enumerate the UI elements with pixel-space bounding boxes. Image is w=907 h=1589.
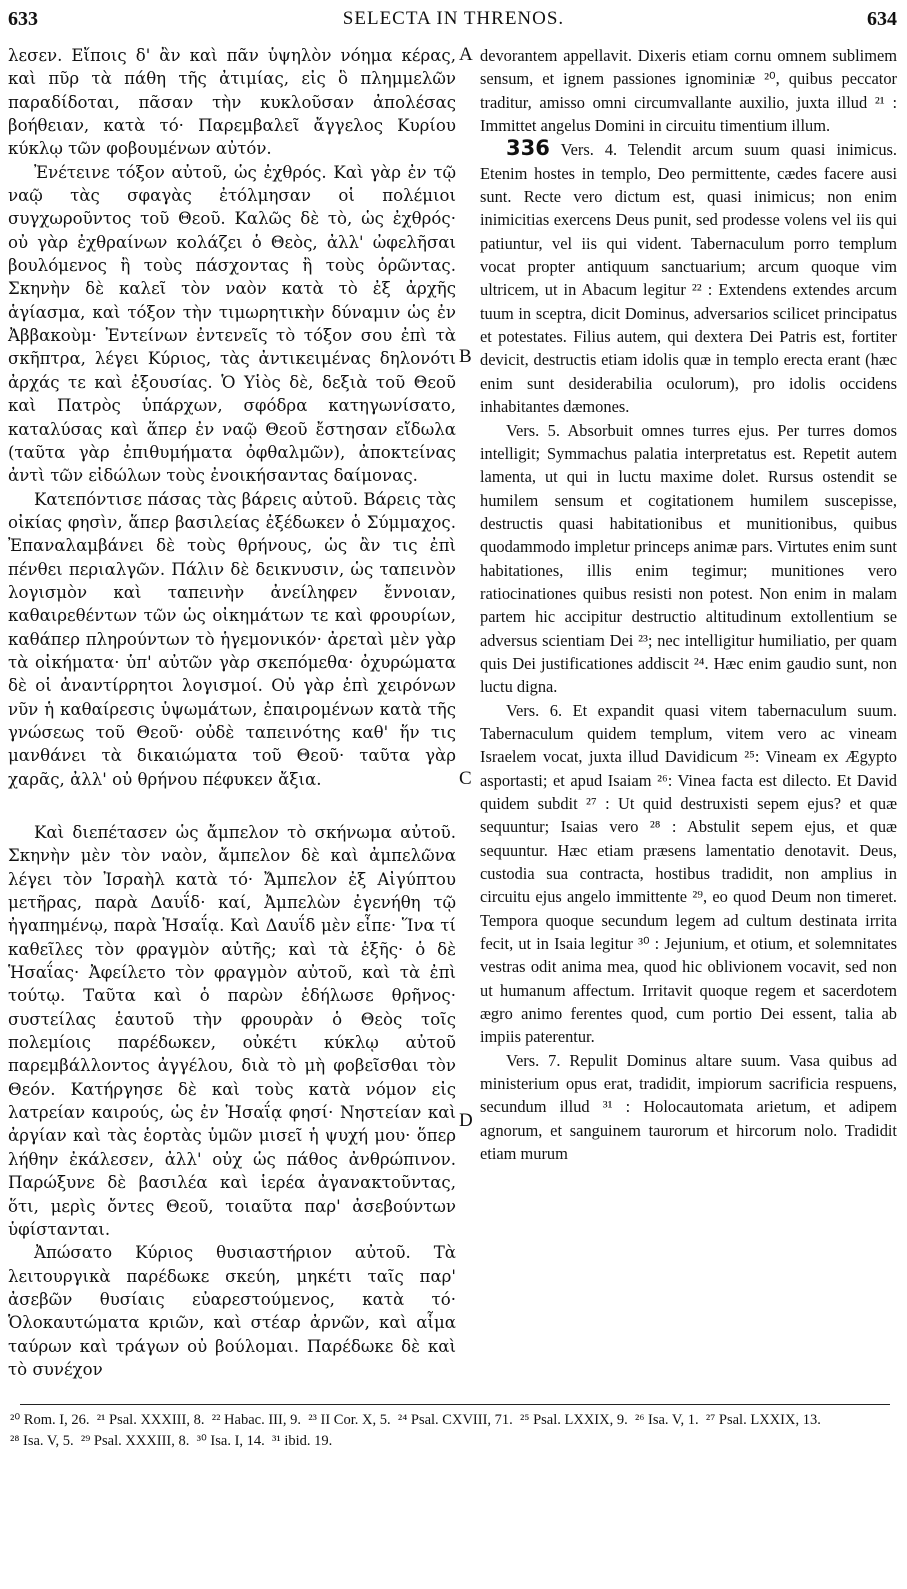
- greek-paragraph: Καὶ διεπέτασεν ὡς ἄμπελον τὸ σκήνωμα αὐτοῦ. Σκηνὴν μὲν τὸν ναὸν, ἄμπελον δὲ καὶ ἀμπελῶνα λέγει τὸν Ἰσραὴλ κατὰ τό· Ἄμπελον ἐξ Αἰγύπτου μετῆρας, παρὰ Δαυΐδ· καί, Ἀμπελὼν ἐγενήθη τῷ ἠγαπημένῳ, παρὰ Ἡσαΐᾳ. Καὶ Δαυΐδ μὲν εἶπε· Ἵνα τί καθεῖλες τὸν φραγμὸν αὐτῆς; καὶ τὰ ἑξῆς· ὁ δὲ Ἡσαΐας· Ἀφείλετο τὸν φραγμὸν αὐτοῦ, καὶ τὰ ἐπὶ τούτῳ. Ταῦτα καὶ ὁ παρὼν ἐδήλωσε θρῆνος· συστείλας ἑαυτοῦ τὴν φρουρὰν ὁ Θεὸς τοῖς πολεμίοις παρέδωκεν, οὐκέτι κύκλῳ αὐτοῦ παρεμβάλλοντος ἀγγέλου, διὰ τὸ μὴ φοβεῖσθαι τὸν Θεόν. Κατήργησε δὲ καὶ τοὺς κατὰ νόμον εἰς λατρείαν καιρούς, ὡς ἐν Ἡσαΐᾳ φησί· Νηστείαν καὶ ἀργίαν καὶ τὰς ἑορτὰς ὑμῶν μισεῖ ἡ ψυχή μου· ὅπερ λήθην ἐκάλεσεν, ἀλλ' οὐχ ὡς πάθος ἀνθρώπινον. Παρώξυνε δὲ βασιλέα καὶ ἱερέα ἀγανακτοῦντας, ὅτι, μερὶς ὄντες Θεοῦ, τοιαῦτα παρ' ἀσεβούντων ὑφίστανται.: [8, 823, 456, 1239]
- footnote: ²⁸ Isa. V, 5.: [10, 1433, 74, 1449]
- footnote: ²⁷ Psal. LXXIX, 13.: [705, 1412, 821, 1428]
- footnote: ²⁰ Rom. I, 26.: [10, 1412, 90, 1428]
- page-number-right: 634: [867, 8, 897, 30]
- greek-paragraph: Ἐνέτεινε τόξον αὐτοῦ, ὡς ἐχθρός. Καὶ γὰρ ἐν τῷ ναῷ τὰς σφαγὰς ἐτόλμησαν οἱ πολέμιοι συγχωροῦντος τοῦ Θεοῦ. Καλῶς δὲ τὸ, ὡς ἐχθρός· οὐ γὰρ ἐχθραίνων κολάζει ὁ Θεὸς, ἀλλ' ὠφελῆσαι βουλόμενος ἢ τοὺς πάσχοντας ἢ τοὺς ὁρῶντας. Σκηνὴν δὲ καλεῖ τὸν ναὸν κατὰ τὸ ἐξ ἀρχῆς ἁγίασμα, καὶ τόξον τὴν τιμωρητικὴν δύναμιν ὡς ἐν Ἀββακοὺμ· Ἐντείνων ἐντενεῖς τὸ τόξον σου ἐπὶ τὰ σκῆπτρα, λέγει Κύριος, τὰς ἀντικειμένας δηλονότι ἀρχάς τε καὶ ἐξουσίας. Ὁ Υἱὸς δὲ, δεξιὰ τοῦ Θεοῦ καὶ Πατρὸς ὑπάρχων, σφόδρα κατηγωνίσατο, καταλύσας καὶ ἅπερ ἐν ναῷ Θεοῦ ἔστησαν εἴδωλα (ταῦτα γὰρ ἐπιθυμήματα ὀφθαλμῶν), ἀποκτείνας ἀντὶ τῶν εἰδώλων τοὺς ἐνοικήσαντας δαίμονας.: [8, 162, 456, 486]
- latin-paragraph: Vers. 5. Absorbuit omnes turres ejus. Per turres domos intelligit; Symmachus palatia interpretatus est. Repetit autem lamenta, ut qui in luctu maxime dolet. Rursus ostendit se humilem sensum et cogitationem humilem suscepisse, destructis quasi habitationibus et munitionibus, quibus quodammodo impletur princeps animæ pars. Virtutes enim sunt habitationes, illis enim tegimur; munitiones vero ratiocinationes quibus resisti non potest. Non enim in malam partem hic accipitur destructio altitudinum extollentium se adversus scientiam Dei ²³; nec intelligitur humiliatio, per quam quis Dei justificationes addiscit ²⁴. Hæc enim gaudio sunt, non luctu digna.: [480, 420, 897, 697]
- greek-paragraph: Ἀπώσατο Κύριος θυσιαστήριον αὐτοῦ. Τὰ λειτουργικὰ παρέδωκε σκεύη, μηκέτι ταῖς παρ' ἀσεβῶν θυσίαις εὐαρεστούμενος, κατὰ τό· Ὁλοκαυτώματα κριῶν, καὶ στέαρ ἀρνῶν, καὶ αἷμα ταύρων καὶ τράγων οὐ βούλομαι. Παρέδωκε δὲ καὶ τὸ συνέχον: [8, 1243, 456, 1379]
- margin-marker-d: D: [459, 1110, 473, 1131]
- latin-paragraph-text: Vers. 4. Telendit arcum suum quasi inimicus. Etenim hostes in templo, Deo permittente, cædes facere ausi sunt. Recte vero dictum est, quasi inimicus; non enim inimicitias exercens Deus punit, sed prodesse volens vel iis qui patiuntur, vel iis qui vident. Tabernaculum porro templum vocat propter antiquum sanctuarium; arcum quoque vim ultricem, ut in Abacum legitur ²² : Extendens extendes arcum tuum in sceptra, dicit Dominus, adversarios scilicet principatus et potestates. Filius autem, qui dextera Dei Patris est, fortiter devicit, destructis etiam idolis quæ in templo erecta erant (hæc enim sunt desiderabilia oculorum), pro idolis occidens inhabitantes dæmones.: [480, 140, 897, 417]
- greek-paragraph: Κατεπόντισε πάσας τὰς βάρεις αὐτοῦ. Βάρεις τὰς οἰκίας φησὶν, ἅπερ βασιλείας ἐξέδωκεν ὁ Σύμμαχος. Ἐπαναλαμβάνει δὲ τοὺς θρήνους, ὡς ἂν τις ἐπὶ πένθει περιαλγῶν. Πάλιν δὲ δεικνυσιν, ὡς ταπεινὸν λογισμὸν καὶ ταπεινὴν ἀνείληφεν ἔννοιαν, καθαιρεθέντων τῶν ὡς οἰκημάτων τε καὶ φρουρίων, καθάπερ πληρούντων τὸ ἡγεμονικόν· ἀρεταὶ μὲν γὰρ τὰ οἰκήματα· ὑπ' αὐτῶν γὰρ σκεπόμεθα· ὀχυρώματα δὲ οἱ ἀναντίρρητοι λογισμοί. Οὐ γὰρ ἐπὶ χειρόνων νῦν ἡ καθαίρεσις ὑψωμάτων, ἐπαιρομένων κατὰ τῆς γνώσεως τοῦ Θεοῦ· οὐδὲ ταπεινότης καθ' ἥν τις μανθάνει τὰ δικαιώματα τοῦ Θεοῦ· ταῦτα γὰρ χαρᾶς, ἀλλ' οὐ θρήνου πέφυκεν ἄξια.: [8, 489, 456, 789]
- latin-paragraph: [480, 137, 897, 418]
- footnotes: [10, 1410, 895, 1452]
- greek-column: [8, 44, 456, 1381]
- margin-marker-b: B: [459, 346, 472, 367]
- footnote: ²² Habac. III, 9.: [211, 1412, 301, 1428]
- footnote: ²⁶ Isa. V, 1.: [634, 1412, 699, 1428]
- footnote: ³¹ ibid. 19.: [272, 1433, 333, 1449]
- margin-marker-a: A: [459, 44, 473, 65]
- footnote: ²¹ Psal. XXXIII, 8.: [96, 1412, 205, 1428]
- margin-marker-c: C: [459, 768, 472, 789]
- page-number-left: 633: [8, 8, 38, 30]
- footnote: ²⁴ Psal. CXVIII, 71.: [397, 1412, 513, 1428]
- footnote: ³⁰ Isa. I, 14.: [196, 1433, 265, 1449]
- latin-column: [480, 44, 897, 1166]
- latin-paragraph: Vers. 7. Repulit Dominus altare suum. Vasa quibus ad ministerium opus erat, tradidit, impiorum sacrificia respuens, secundum illud ³¹ : Holocautomata arietum, et adipem agnorum, et sanguinem taurorum et hircorum nolo. Tradidit etiam murum: [480, 1050, 897, 1164]
- footnote-rule: [20, 1404, 890, 1405]
- page-header: [0, 8, 907, 38]
- latin-paragraph: Vers. 6. Et expandit quasi vitem tabernaculum suum. Tabernaculum quidem templum, vitem vero ac vineam Israelem vocat, juxta illud Davidicum ²⁵: Vineam ex Ægypto asportasti; et apud Isaiam ²⁶: Vinea facta est dilecto. Et David quidem subdit ²⁷ : Ut quid destruxisti sepem ejus? et quæ sequuntur; Isaias vero ²⁸ : Abstulit sepem ejus, et quæ sequuntur. Hæc etiam præsens lamentatio denotavit. Deus, custodia sua contracta, hostibus tradidit, non amplius in circuitu ejus angelo immittente ²⁹, eo quod Deum non timeret. Tempora quoque secundum legem ad cultum destinata irrita fecit, ut in Isaia legitur ³⁰ : Jejunium, et otium, et solemnitates vestras odit anima mea, quod hic oblivionem vocavit, sed non ut humanum affectum. Irritavit quoque regem et sacerdotem ægro animo ferentes quod, cum portio Dei essent, talia ab impiis paterentur.: [480, 700, 897, 1047]
- section-number: 336: [506, 136, 550, 161]
- running-title: SELECTA IN THRENOS.: [342, 8, 565, 29]
- greek-paragraph: λεσεν. Εἴποις δ' ἂν καὶ πᾶν ὑψηλὸν νόημα κέρας, καὶ πῦρ τὰ πάθη τῆς ἀτιμίας, εἰς ὃ πλημμελῶν παραδίδοται, πᾶσαν τὴν κυκλοῦσαν ἀπολέσας βοήθειαν, κατὰ τό· Παρεμβαλεῖ ἄγγελος Κυρίου κύκλῳ τῶν φοβουμένων αὐτόν.: [8, 46, 456, 159]
- footnote: ²⁹ Psal. XXXIII, 8.: [80, 1433, 190, 1449]
- footnote: ²⁵ Psal. LXXIX, 9.: [520, 1412, 628, 1428]
- latin-paragraph: devorantem appellavit. Dixeris etiam cornu omnem sublimem sensum, et ignem passiones ignominiæ ²⁰, quibus peccator traditur, amisso omni circumvallante auxilio, juxta illud ²¹ : Immittet angelus Domini in circuitu timentium illum.: [480, 46, 897, 136]
- footnote: ²³ II Cor. X, 5.: [308, 1412, 391, 1428]
